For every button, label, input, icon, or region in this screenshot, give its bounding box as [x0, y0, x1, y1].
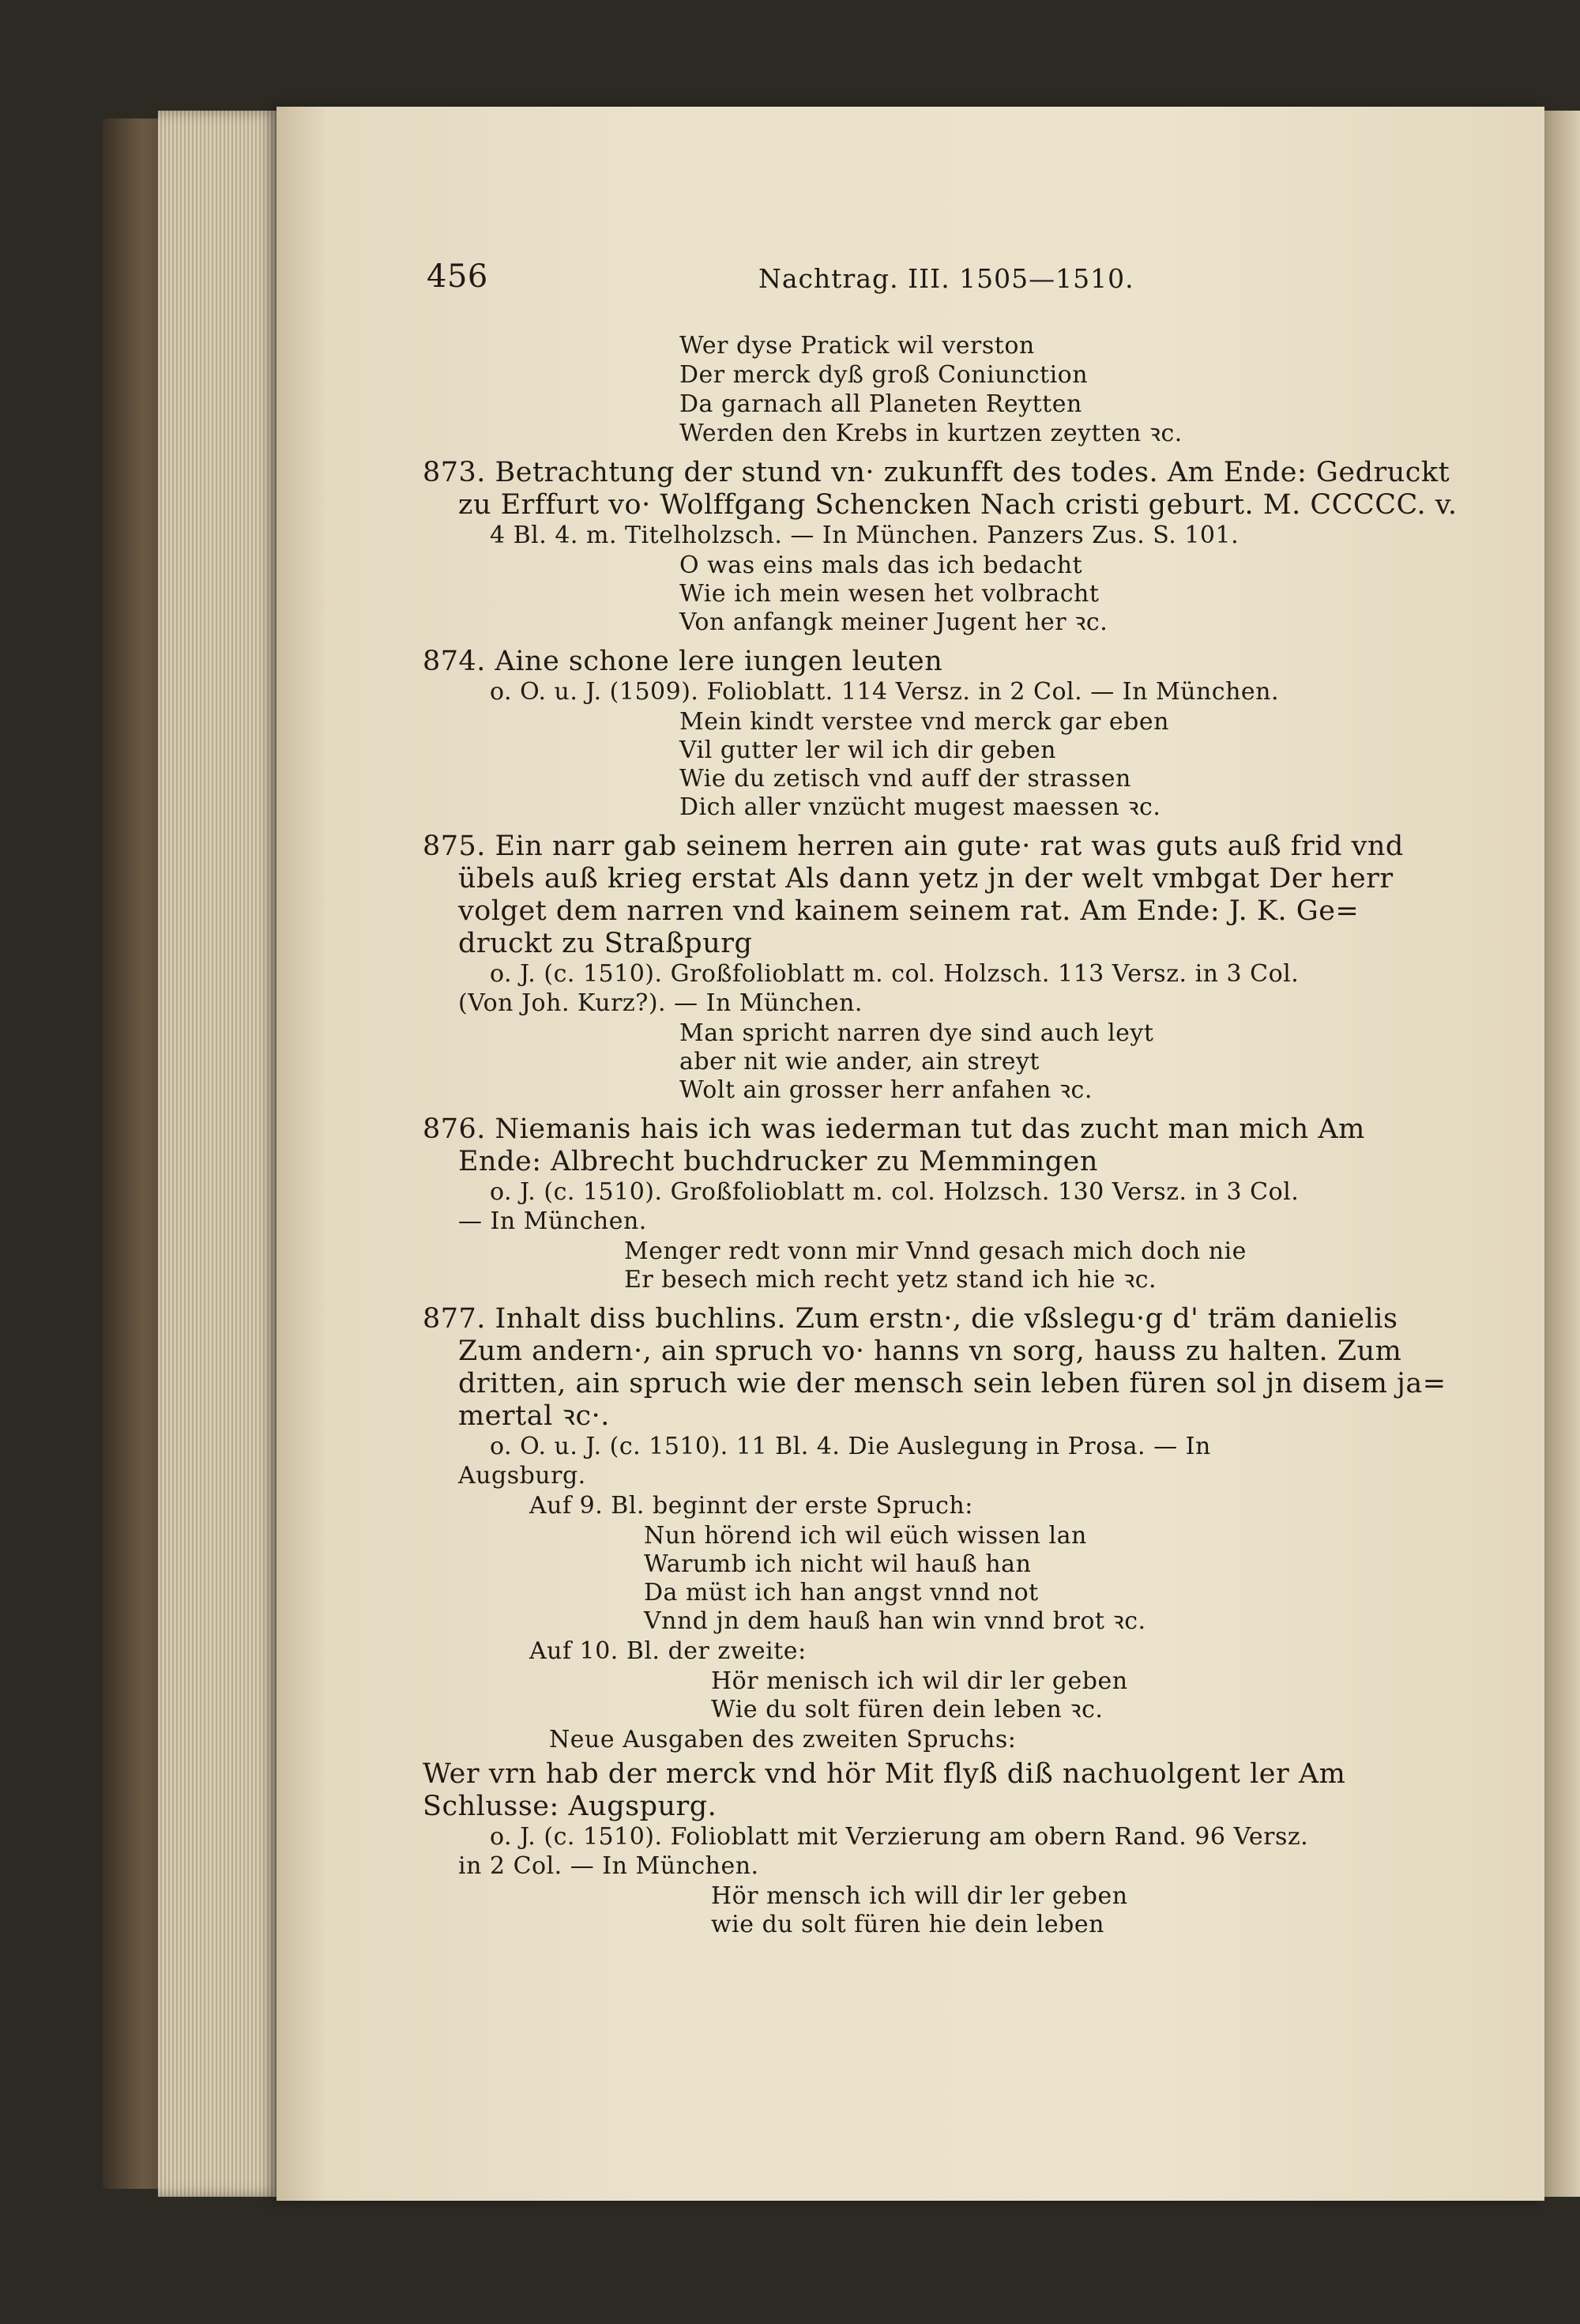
verse-line: Da müst ich han angst vnnd not	[644, 1579, 1039, 1606]
verse-line: wie du solt füren hie dein leben	[711, 1911, 1104, 1938]
verse-line: Nun hörend ich wil eüch wissen lan	[644, 1522, 1087, 1550]
verse-line: Da garnach all Planeten Reytten	[679, 390, 1082, 418]
verse-line: Wer dyse Pratick wil verston	[679, 332, 1035, 360]
entry-877-edition-title: Schlusse: Augspurg.	[423, 1791, 717, 1822]
verse-line: Von anfangk meiner Jugent her ꝛc.	[679, 608, 1108, 636]
entry-876-title: Ende: Albrecht buchdrucker zu Memmingen	[458, 1146, 1098, 1177]
entry-877-note: Neue Ausgaben des zweiten Spruchs:	[549, 1726, 1017, 1753]
facing-page-edge	[1544, 111, 1580, 2197]
verse-line: Wie du zetisch vnd auff der strassen	[679, 765, 1131, 793]
entry-874-title: 874. Aine schone lere iungen leuten	[423, 646, 943, 677]
verse-line: Hör mensch ich will dir ler geben	[711, 1882, 1128, 1910]
page-edges	[158, 111, 284, 2197]
entry-877-imprint: Augsburg.	[458, 1462, 586, 1490]
verse-line: Dich aller vnzücht mugest maessen ꝛc.	[679, 793, 1161, 821]
entry-876-title: 876. Niemanis hais ich was iederman tut das zucht man mich Am	[423, 1113, 1365, 1145]
entry-877-title: mertal ꝛc·.	[458, 1400, 610, 1432]
page-number: 456	[427, 258, 488, 295]
entry-877-edition-title: Wer vrn hab der merck vnd hör Mit flyß diß nachuolgent ler Am	[423, 1758, 1346, 1790]
verse-line: Warumb ich nicht wil hauß han	[644, 1550, 1032, 1578]
entry-877-note: Auf 10. Bl. der zweite:	[529, 1637, 807, 1665]
entry-877-edition-imprint: in 2 Col. — In München.	[458, 1852, 759, 1880]
verse-line: Hör menisch ich wil dir ler geben	[711, 1667, 1128, 1695]
entry-875-imprint: o. J. (c. 1510). Großfolioblatt m. col. Holzsch. 113 Versz. in 3 Col.	[490, 960, 1300, 988]
verse-line: Man spricht narren dye sind auch leyt	[679, 1019, 1154, 1047]
entry-877-title: 877. Inhalt diss buchlins. Zum erstn·, die vßslegu·g d' träm danielis	[423, 1303, 1398, 1335]
verse-line: Der merck dyß groß Coniunction	[679, 361, 1089, 389]
entry-877-note: Auf 9. Bl. beginnt der erste Spruch:	[529, 1492, 973, 1520]
entry-875-title: 875. Ein narr gab seinem herren ain gute· rat was guts auß frid vnd	[423, 831, 1404, 862]
entry-875-title: übels auß krieg erstat Als dann yetz jn der welt vmbgat Der herr	[458, 863, 1394, 895]
verse-line: Menger redt vonn mir Vnnd gesach mich doch nie	[624, 1237, 1247, 1265]
verse-line: Werden den Krebs in kurtzen zeytten ꝛc.	[679, 420, 1183, 447]
entry-877-imprint: o. O. u. J. (c. 1510). 11 Bl. 4. Die Auslegung in Prosa. — In	[490, 1433, 1211, 1460]
entry-875-imprint: (Von Joh. Kurz?). — In München.	[458, 989, 863, 1017]
entry-873-title: zu Erffurt vo· Wolffgang Schencken Nach cristi geburt. M. CCCCC. v.	[458, 489, 1458, 521]
entry-876-imprint: o. J. (c. 1510). Großfolioblatt m. col. Holzsch. 130 Versz. in 3 Col.	[490, 1178, 1300, 1206]
verse-line: Vnnd jn dem hauß han win vnnd brot ꝛc.	[644, 1607, 1146, 1635]
verse-line: Er besech mich recht yetz stand ich hie ꝛc.	[624, 1266, 1157, 1294]
entry-877-title: Zum andern·, ain spruch vo· hanns vn sorg, hauss zu halten. Zum	[458, 1335, 1402, 1367]
entry-874-imprint: o. O. u. J. (1509). Folioblatt. 114 Versz. in 2 Col. — In München.	[490, 678, 1280, 706]
entry-875-title: volget dem narren vnd kainem seinem rat. Am Ende: J. K. Ge=	[458, 895, 1360, 927]
verse-line: Vil gutter ler wil ich dir geben	[679, 736, 1056, 764]
page-content	[276, 107, 1544, 2201]
entry-873-title: 873. Betrachtung der stund vn· zukunfft des todes. Am Ende: Gedruckt	[423, 457, 1450, 488]
entry-877-title: dritten, ain spruch wie der mensch sein leben füren sol jn disem ja=	[458, 1368, 1446, 1399]
entry-877-edition-imprint: o. J. (c. 1510). Folioblatt mit Verzierung am obern Rand. 96 Versz.	[490, 1823, 1309, 1851]
entry-875-title: druckt zu Straßpurg	[458, 928, 753, 959]
running-title: Nachtrag. III. 1505—1510.	[758, 263, 1134, 294]
verse-line: Wolt ain grosser herr anfahen ꝛc.	[679, 1076, 1093, 1104]
verse-line: O was eins mals das ich bedacht	[679, 552, 1083, 579]
verse-line: aber nit wie ander, ain streyt	[679, 1048, 1040, 1075]
entry-873-imprint: 4 Bl. 4. m. Titelholzsch. — In München. Panzers Zus. S. 101.	[490, 522, 1240, 549]
verse-line: Wie ich mein wesen het volbracht	[679, 580, 1100, 608]
entry-876-imprint: — In München.	[458, 1207, 647, 1235]
verse-line: Wie du solt füren dein leben ꝛc.	[711, 1696, 1104, 1723]
book-page	[276, 107, 1544, 2201]
verse-line: Mein kindt verstee vnd merck gar eben	[679, 708, 1169, 736]
